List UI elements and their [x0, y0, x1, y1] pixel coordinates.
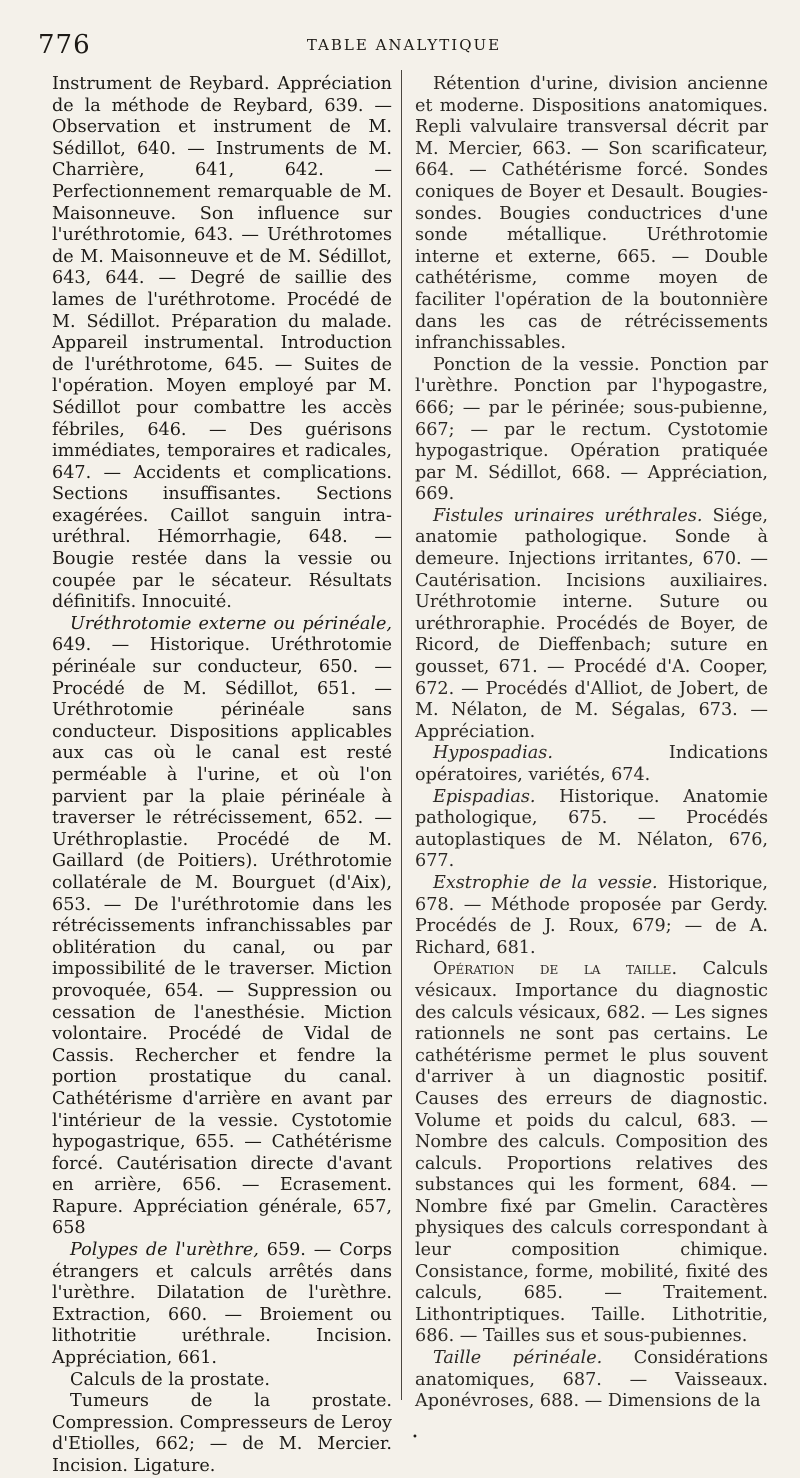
running-title: TABLE ANALYTIQUE [306, 36, 502, 54]
right-column [415, 74, 768, 1413]
left-column [52, 74, 392, 1478]
index-entry: Calculs de la prostate. [70, 1369, 270, 1390]
index-entry: Uréthrotomie externe ou périnéale, 649. — Historique. Uréthrotomie périnéale sur conducteur, 650. — Procédé de M. Sédillot, 651. — Uréthrotomie périnéale sans conducteur. Dispositions applicables aux cas où le canal est resté perméable à l'urine, et où l'on parvient par la plaie périnéale à traverser le rétrécissement, 652. — Uréthroplastie. Procédé de M. Gaillard (de Poitiers). Uréthrotomie collatérale de M. Bourguet (d'Aix), 653. — De l'uréthrotomie dans les rétrécissements infranchissables par oblitération du canal, ou par impossibilité de le traverser. Miction provoquée, 654. — Suppression ou cessation de l'anesthésie. Miction volontaire. Procédé de Vidal de Cassis. Rechercher et fendre la portion prostatique du canal. Cathétérisme d'arrière en avant par l'intérieur de la vessie. Cystotomie hypogastrique, 655. — Cathétérisme forcé. Cautérisation directe d'avant en arrière, 656. — Ecrasement. Rapure. Appréciation générale, 657, 658 [52, 613, 392, 1239]
index-entry: Fistules urinaires uréthrales. Siége, anatomie pathologique. Sonde à demeure. Injections irritantes, 670. — Cautérisation. Incisions auxiliaires. Uréthrotomie interne. Suture ou uréthroraphie. Procédés de Boyer, de Ricord, de Dieffenbach; suture en gousset, 671. — Procédé d'A. Cooper, 672. — Procédés d'Alliot, de Jobert, de M. Nélaton, de M. Ségalas, 673. — Appréciation. [415, 505, 768, 742]
index-entry: Rétention d'urine, division ancienne et moderne. Dispositions anatomiques. Repli valvulaire transversal décrit par M. Mercier, 663. — Son scarificateur, 664. — Cathétérisme forcé. Sondes coniques de Boyer et Desault. Bougies-sondes. Bougies conductrices d'une sonde métallique. Uréthrotomie interne et externe, 665. — Double cathétérisme, comme moyen de faciliter l'opération de la boutonnière dans les cas de rétrécissements infranchissables. [415, 74, 768, 354]
entry-heading: Uréthrotomie externe ou périnéale, [70, 613, 392, 634]
running-header [38, 30, 770, 66]
index-entry: Taille périnéale. Considérations anatomiques, 687. — Vaisseaux. Aponévroses, 688. — Dimensions de la [415, 1348, 768, 1412]
index-entry: Tumeurs de la prostate. Compression. Compresseurs de Leroy d'Etiolles, 662; — de M. Mercier. Incision. Ligature. [52, 1391, 392, 1476]
printer-mark: • [412, 1432, 418, 1443]
entry-heading: Taille périnéale. [433, 1348, 603, 1369]
entry-heading: Exstrophie de la vessie. [433, 872, 658, 893]
index-entry: Epispadias. Historique. Anatomie pathologique, 675. — Procédés autoplastiques de M. Nélaton, 676, 677. [415, 786, 768, 872]
index-entry: Polypes de l'urèthre, 659. — Corps étrangers et calculs arrêtés dans l'urèthre. Dilatation de l'urèthre. Extraction, 660. — Broiement ou lithotritie uréthrale. Incision. Appréciation, 661. [52, 1240, 392, 1369]
page-number: 776 [38, 30, 91, 60]
index-entry: Hypospadias. Indications opératoires, variétés, 674. [415, 743, 768, 785]
index-entry: Ponction de la vessie. Ponction par l'urèthre. Ponction par l'hypogastre, 666; — par le périnée; sous-pubienne, 667; — par le rectum. Cystotomie hypogastrique. Opération pratiquée par M. Sédillot, 668. — Appréciation, 669. [415, 354, 768, 505]
index-entry: Instrument de Reybard. Appréciation de la méthode de Reybard, 639. — Observation et instrument de M. Sédillot, 640. — Instruments de M. Charrière, 641, 642. — Perfectionnement remarquable de M. Maisonneuve. Son influence sur l'uréthrotomie, 643. — Uréthrotomes de M. Maisonneuve et de M. Sédillot, 643, 644. — Degré de saillie des lames de l'uréthrotome. Procédé de M. Sédillot. Préparation du malade. Appareil instrumental. Introduction de l'uréthrotome, 645. — Suites de l'opération. Moyen employé par M. Sédillot pour combattre les accès fébriles, 646. — Des guérisons immédiates, temporaires et radicales, 647. — Accidents et complications. Sections insuffisantes. Sections exagérées. Caillot sanguin intra-uréthral. Hémorrhagie, 648. — Bougie restée dans la vessie ou coupée par le sécateur. Résultats définitifs. Innocuité. [52, 74, 392, 613]
index-entry: Exstrophie de la vessie. Historique, 678. — Méthode proposée par Gerdy. Procédés de J. Roux, 679; — de A. Richard, 681. [415, 872, 768, 958]
entry-heading: Hypospadias. [433, 743, 553, 764]
entry-heading: Opération de la taille. [433, 959, 678, 980]
entry-heading: Polypes de l'urèthre, [70, 1240, 259, 1261]
entry-heading: Fistules urinaires uréthrales. [433, 505, 703, 526]
entry-heading: Epispadias. [433, 786, 536, 807]
column-divider [401, 70, 402, 1400]
index-entry: Opération de la taille. Calculs vésicaux. Importance du diagnostic des calculs vésicaux, 682. — Les signes rationnels ne sont pas certains. Le cathétérisme permet le plus souvent d'arriver à un diagnostic positif. Causes des erreurs de diagnostic. Volume et poids du calcul, 683. — Nombre des calculs. Composition des calculs. Proportions relatives des substances qui les forment, 684. — Nombre fixé par Gmelin. Caractères physiques des calculs correspondant à leur composition chimique. Consistance, forme, mobilité, fixité des calculs, 685. — Traitement. Lithontriptiques. Taille. Lithotritie, 686. — Tailles sus et sous-pubiennes. [415, 959, 768, 1347]
